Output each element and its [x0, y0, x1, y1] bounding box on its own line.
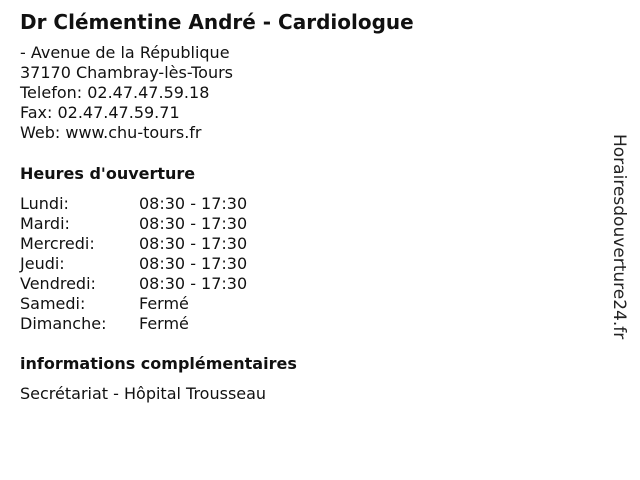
opening-hours-heading: Heures d'ouverture	[20, 164, 196, 183]
day-label: Mercredi:	[20, 234, 95, 253]
additional-info-text: Secrétariat - Hôpital Trousseau	[20, 384, 267, 403]
hours-row-wednesday	[20, 234, 320, 254]
time-range: Fermé	[139, 314, 189, 333]
day-label: Dimanche:	[20, 314, 107, 333]
hours-row-thursday	[20, 254, 320, 274]
time-range: 08:30 - 17:30	[139, 234, 248, 253]
site-watermark: Horairesdouverture24.fr	[609, 134, 629, 340]
phone-number: Telefon: 02.47.47.59.18	[20, 83, 210, 102]
opening-hours-table	[20, 194, 320, 334]
hours-row-sunday	[20, 314, 320, 334]
day-label: Jeudi:	[20, 254, 65, 273]
additional-info-heading: informations complémentaires	[20, 354, 297, 373]
time-range: Fermé	[139, 294, 189, 313]
time-range: 08:30 - 17:30	[139, 274, 248, 293]
address-block	[20, 43, 233, 143]
time-range: 08:30 - 17:30	[139, 214, 248, 233]
street-address: - Avenue de la République	[20, 43, 230, 62]
fax-number: Fax: 02.47.47.59.71	[20, 103, 180, 122]
day-label: Samedi:	[20, 294, 86, 313]
time-range: 08:30 - 17:30	[139, 254, 248, 273]
day-label: Vendredi:	[20, 274, 96, 293]
day-label: Lundi:	[20, 194, 69, 213]
city-postcode: 37170 Chambray-lès-Tours	[20, 63, 234, 82]
hours-row-tuesday	[20, 214, 320, 234]
page-title: Dr Clémentine André - Cardiologue	[20, 10, 414, 34]
hours-row-monday	[20, 194, 320, 214]
hours-row-friday	[20, 274, 320, 294]
hours-row-saturday	[20, 294, 320, 314]
day-label: Mardi:	[20, 214, 70, 233]
website: Web: www.chu-tours.fr	[20, 123, 202, 142]
time-range: 08:30 - 17:30	[139, 194, 248, 213]
